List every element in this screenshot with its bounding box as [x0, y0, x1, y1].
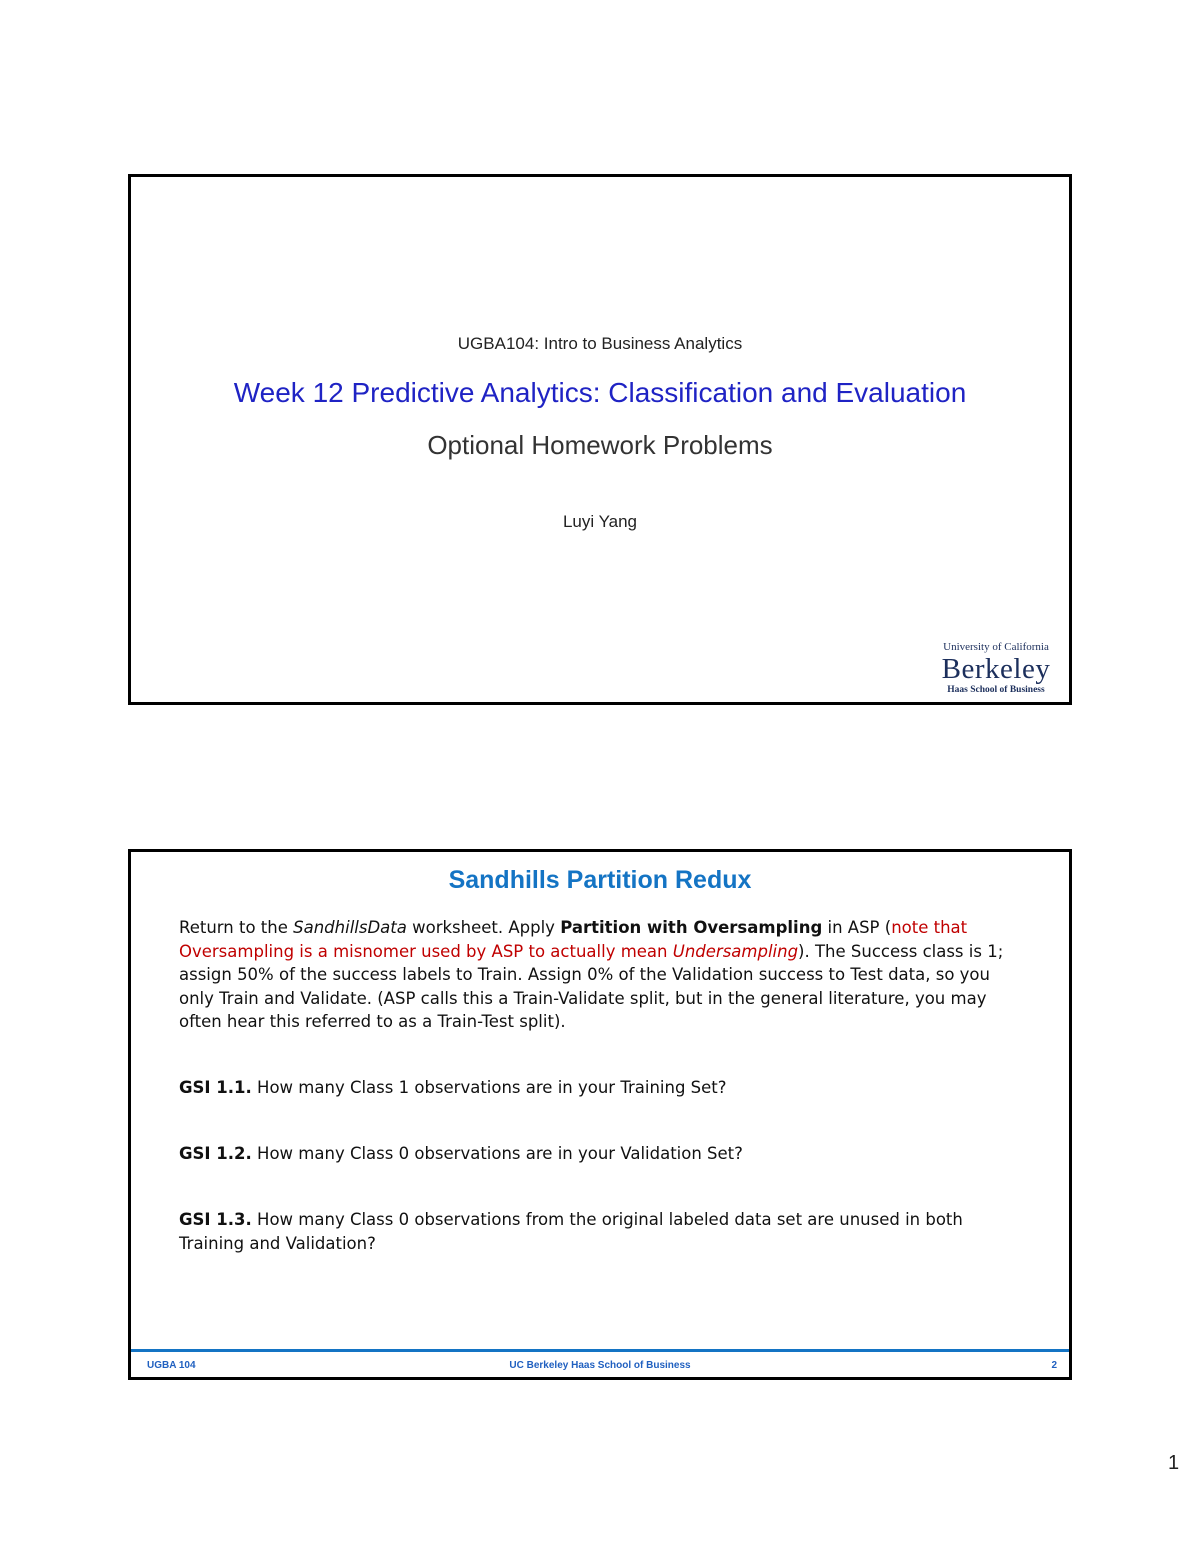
question-label: GSI 1.2.	[179, 1144, 252, 1163]
intro-paragraph	[179, 916, 1009, 1034]
question-3	[179, 1208, 1009, 1255]
footer-course: UGBA 104	[147, 1360, 196, 1371]
berkeley-haas-logo	[933, 641, 1059, 696]
slide-title: Week 12 Predictive Analytics: Classification and Evaluation	[233, 377, 967, 408]
logo-university: University of California	[943, 641, 1049, 653]
question-label: GSI 1.1.	[179, 1078, 252, 1097]
content-slide	[128, 849, 1072, 1380]
intro-feature-name: Partition with Oversampling	[560, 918, 823, 937]
footer-slide-number: 2	[1051, 1360, 1057, 1371]
question-label: GSI 1.3.	[179, 1210, 252, 1229]
question-text: How many Class 0 observations from the original labeled data set are unused in both Training and Validation?	[179, 1210, 963, 1253]
slide-subtitle: Optional Homework Problems	[427, 430, 773, 460]
intro-text: Return to the	[179, 918, 294, 937]
title-slide	[128, 174, 1072, 705]
slide-title: Sandhills Partition Redux	[448, 866, 752, 894]
question-text: How many Class 1 observations are in your Training Set?	[251, 1078, 727, 1097]
question-text: How many Class 0 observations are in your Validation Set?	[251, 1144, 743, 1163]
footer-school: UC Berkeley Haas School of Business	[509, 1360, 691, 1371]
question-1	[179, 1076, 1009, 1100]
logo-berkeley: Berkeley	[941, 653, 1051, 685]
page-number: 1	[1168, 1452, 1180, 1474]
author-name: Luyi Yang	[562, 512, 638, 531]
intro-text: in ASP (	[822, 918, 892, 937]
intro-worksheet-name: SandhillsData	[293, 918, 407, 937]
intro-note-emphasis: Undersampling	[672, 941, 799, 961]
footer-divider	[131, 1349, 1069, 1352]
intro-note: note that Oversampling is a misnomer used by ASP to actually mean	[179, 918, 968, 961]
intro-text: ). The Success class is 1; assign 50% of the success labels to Train. Assign 0% of the Validation success to Test data, so you only Train and Validate. (ASP calls this a Train-Validate split, but in the general literature, you may often hear this referred to as a Train-Test split).	[179, 941, 1004, 1031]
question-2	[179, 1142, 1009, 1166]
logo-school: Haas School of Business	[947, 685, 1045, 695]
course-name: UGBA104: Intro to Business Analytics	[457, 334, 743, 353]
intro-text: worksheet. Apply	[406, 918, 561, 937]
